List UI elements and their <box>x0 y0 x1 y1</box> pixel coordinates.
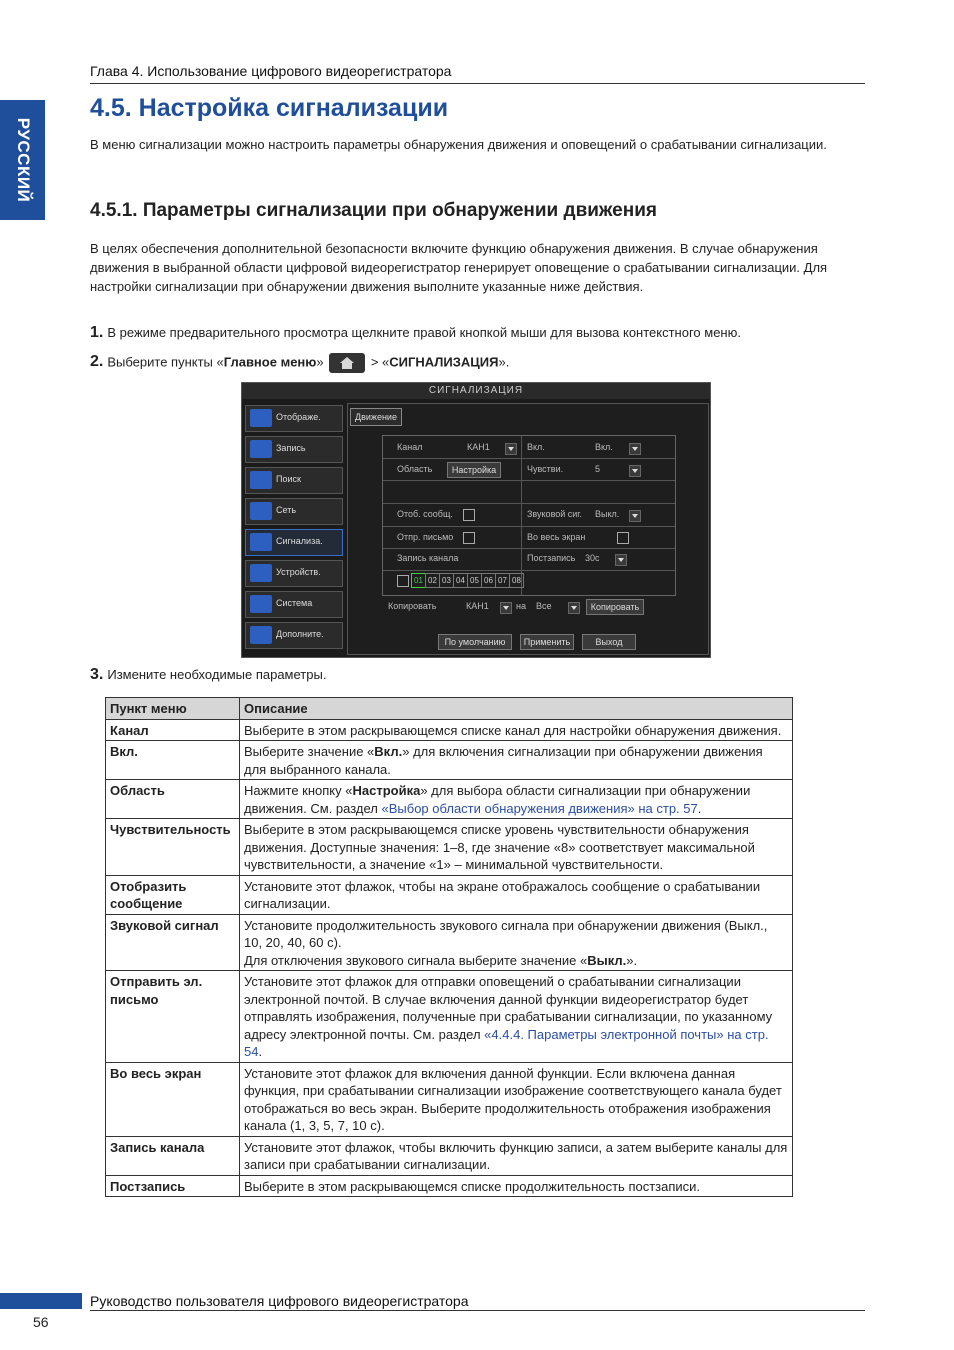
dvr-settings-grid <box>382 435 676 596</box>
grid-divider <box>383 526 675 527</box>
step-2-main-menu: Главное меню <box>223 354 317 370</box>
dvr-menu-label: Сигнализа. <box>276 536 323 546</box>
step-3-text: Измените необходимые параметры. <box>107 667 327 682</box>
dvr-menu-label: Сеть <box>276 505 297 515</box>
home-button-icon <box>329 353 365 373</box>
row-desc: Выберите в этом раскрывающемся списке канал для настройки обнаружения движения. <box>240 719 793 741</box>
desc-text: . <box>697 800 702 816</box>
grid-divider <box>383 570 675 571</box>
dvr-menu-advanced[interactable] <box>245 622 343 649</box>
chapter-header: Глава 4. Использование цифрового видеорегистратора <box>90 63 452 79</box>
grid-divider <box>521 436 522 595</box>
apply-button[interactable]: Применить <box>520 634 574 650</box>
dvr-title: СИГНАЛИЗАЦИЯ <box>242 383 710 399</box>
table-row <box>106 780 793 819</box>
row-desc <box>240 914 793 971</box>
row-desc <box>240 780 793 819</box>
dvr-panel <box>347 403 709 655</box>
desc-bold: Вкл. <box>374 744 403 759</box>
chevron-down-icon[interactable] <box>500 602 512 614</box>
postrecord-label: Постзапись <box>527 553 576 563</box>
fullscreen-label: Во весь экран <box>527 532 586 542</box>
search-icon <box>250 471 272 489</box>
step-3 <box>90 666 326 684</box>
grid-divider <box>383 503 675 504</box>
fullscreen-checkbox[interactable] <box>617 532 629 544</box>
row-term: Отобразить сообщение <box>106 875 240 914</box>
sensitivity-label: Чувстви. <box>527 464 564 474</box>
channel-select[interactable]: КАН1 <box>467 442 490 452</box>
channel-box[interactable]: 08 <box>509 573 524 588</box>
dvr-menu-label: Поиск <box>276 474 301 484</box>
row-term: Запись канала <box>106 1136 240 1175</box>
row-term: Чувствительность <box>106 819 240 876</box>
step-2-prefix: Выберите пункты « <box>107 354 224 370</box>
tools-icon <box>250 626 272 644</box>
copy-label: Копировать <box>388 601 437 611</box>
subsection-intro: В целях обеспечения дополнительной безопасности включите функцию обнаружения движения. В случае обнаружения движения в выбранной области цифровой видеорегистратор генерирует оповещение о срабатывании сигнализации. Для настройки сигнализации при обнаружении движения выполните указанные ниже действия. <box>90 241 828 294</box>
gear-icon <box>250 595 272 613</box>
show-message-checkbox[interactable] <box>463 509 475 521</box>
row-term: Область <box>106 780 240 819</box>
desc-text: Выберите значение « <box>244 744 375 759</box>
dvr-screenshot <box>241 382 711 658</box>
row-desc: Установите этот флажок, чтобы включить функцию записи, а затем выберите каналы для записи при срабатывании сигнализации. <box>240 1136 793 1175</box>
channel-box[interactable]: 02 <box>425 573 440 588</box>
enable-label: Вкл. <box>527 442 545 452</box>
table-header: Пункт меню <box>106 698 240 720</box>
row-desc: Установите этот флажок для включения данной функции. Если включена данная функция, при срабатывании сигнализации изображение соответствующего канала будет отображаться во весь экран. Выберите продолжительность отображения изображения канала (1, 3, 5, 7, 10 с). <box>240 1062 793 1136</box>
table-row <box>106 914 793 971</box>
dvr-menu-network[interactable] <box>245 498 343 525</box>
table-row <box>106 971 793 1063</box>
row-desc: Выберите в этом раскрывающемся списке продолжительность постзаписи. <box>240 1175 793 1197</box>
record-channel-checkbox[interactable] <box>397 575 409 587</box>
channel-box[interactable]: 07 <box>495 573 510 588</box>
row-desc: Выберите в этом раскрывающемся списке уровень чувствительности обнаружения движения. Доступные значения: 1–8, где значение «8» соответствует максимальной чувствительности, а значение «1» – минимальной чувствительности. <box>240 819 793 876</box>
step-2-mid: » <box>316 354 328 370</box>
channel-box[interactable]: 04 <box>453 573 468 588</box>
step-2-number: 2. <box>90 353 104 371</box>
step-1 <box>90 324 741 342</box>
copy-to-label: на <box>516 601 526 611</box>
chevron-down-icon[interactable] <box>629 465 641 477</box>
chevron-down-icon[interactable] <box>629 510 641 522</box>
footer-accent-bar <box>0 1293 82 1309</box>
dvr-menu-search[interactable] <box>245 467 343 494</box>
channel-box[interactable]: 06 <box>481 573 496 588</box>
footer-divider <box>90 1310 865 1311</box>
monitor-icon <box>250 409 272 427</box>
table-row <box>106 741 793 780</box>
dvr-menu-label: Дополните. <box>276 629 324 639</box>
default-button[interactable]: По умолчанию <box>438 634 512 650</box>
dvr-menu-alarm[interactable] <box>245 529 343 556</box>
device-icon <box>250 564 272 582</box>
language-tab-label: РУССКИЙ <box>13 117 33 203</box>
copy-button[interactable]: Копировать <box>586 599 644 615</box>
table-row <box>106 719 793 741</box>
step-1-text: В режиме предварительного просмотра щелкните правой кнопкой мыши для вызова контекстного меню. <box>107 325 741 340</box>
page-number: 56 <box>33 1314 49 1330</box>
cross-reference-link[interactable]: «4.4.4. Параметры электронной почты» на стр. 54 <box>244 1026 769 1059</box>
dvr-menu-label: Система <box>276 598 313 608</box>
email-checkbox[interactable] <box>463 532 475 544</box>
dvr-menu-record[interactable] <box>245 436 343 463</box>
desc-bold: Выкл. <box>587 952 627 968</box>
row-term: Звуковой сигнал <box>106 914 240 971</box>
chevron-down-icon[interactable] <box>505 443 517 455</box>
copy-from-select[interactable]: КАН1 <box>466 601 489 611</box>
section-title: 4.5. Настройка сигнализации <box>90 94 449 122</box>
row-term: Постзапись <box>106 1175 240 1197</box>
row-term: Вкл. <box>106 741 240 780</box>
table-row <box>106 1136 793 1175</box>
row-desc: Установите этот флажок, чтобы на экране отображалось сообщение о срабатывании сигнализации. <box>240 875 793 914</box>
table-header-row <box>106 698 793 720</box>
sensitivity-select[interactable]: 5 <box>595 464 601 474</box>
desc-text: » для выбора области сигнализации при обнаружении движения. См. раздел <box>244 783 751 816</box>
dvr-menu-display[interactable] <box>245 405 343 432</box>
chevron-down-icon[interactable] <box>629 443 641 455</box>
step-2 <box>90 353 509 373</box>
footer-title: Руководство пользователя цифрового видеорегистратора <box>90 1293 469 1309</box>
step-2-gt: > « <box>367 354 390 370</box>
desc-text: » для включения сигнализации при обнаружении движения для выбранного канала. <box>244 744 763 777</box>
table-row <box>106 1062 793 1136</box>
network-icon <box>250 502 272 520</box>
chevron-down-icon[interactable] <box>615 554 627 566</box>
step-2-alarm: СИГНАЛИЗАЦИЯ <box>389 354 499 370</box>
dvr-menu-label: Запись <box>276 443 306 453</box>
channel-box[interactable]: 01 <box>411 573 426 588</box>
desc-text: Установите этот флажок для отправки оповещений о срабатывании сигнализации электронной почтой. В случае включения данной функции видеорегистратор будет отправлять изображения, полученные при срабатывании сигнализации, по указанному адресу электронной почты. См. раздел <box>244 974 773 1042</box>
parameters-table <box>105 697 793 1197</box>
copy-to-select[interactable]: Все <box>536 601 552 611</box>
header-divider <box>90 83 865 84</box>
section-intro: В меню сигнализации можно настроить параметры обнаружения движения и оповещений о срабатывании сигнализации. <box>90 137 827 152</box>
grid-divider <box>383 458 675 459</box>
grid-divider <box>383 480 675 481</box>
buzzer-label: Звуковой сиг. <box>527 509 582 519</box>
dvr-menu-system[interactable] <box>245 591 343 618</box>
table-row <box>106 875 793 914</box>
show-message-label: Отоб. сообщ. <box>397 509 453 519</box>
desc-text: Установите продолжительность звукового сигнала при обнаружении движения (Выкл., 10, 20, 40, 60 с). <box>244 917 768 950</box>
channel-boxes <box>411 573 523 587</box>
row-term: Канал <box>106 719 240 741</box>
table-header: Описание <box>240 698 793 720</box>
buzzer-select[interactable]: Выкл. <box>595 509 620 519</box>
desc-bold: Настройка <box>352 783 421 798</box>
desc-text: . <box>258 1044 263 1059</box>
step-3-number: 3. <box>90 666 104 683</box>
area-label: Область <box>397 464 433 474</box>
desc-text: Для отключения звукового сигнала выберите значение « <box>244 952 588 968</box>
subsection-title: 4.5.1. Параметры сигнализации при обнаружении движения <box>90 200 657 221</box>
email-label: Отпр. письмо <box>397 532 454 542</box>
row-term: Во весь экран <box>106 1062 240 1136</box>
dvr-menu-label: Отображе. <box>276 412 321 422</box>
step-1-number: 1. <box>90 324 104 341</box>
chevron-down-icon[interactable] <box>568 602 580 614</box>
record-channel-label: Запись канала <box>397 553 459 563</box>
language-tab <box>0 100 45 220</box>
channel-label: Канал <box>397 442 423 452</box>
area-setup-button[interactable]: Настройка <box>447 462 501 478</box>
grid-divider <box>383 548 675 549</box>
enable-select[interactable]: Вкл. <box>595 442 613 452</box>
dvr-menu-devices[interactable] <box>245 560 343 587</box>
row-desc <box>240 741 793 780</box>
desc-text: ». <box>626 952 638 968</box>
table-row <box>106 1175 793 1197</box>
dvr-tab-motion[interactable]: Движение <box>350 408 402 426</box>
desc-text: Нажмите кнопку « <box>244 783 353 798</box>
row-desc <box>240 971 793 1063</box>
record-icon <box>250 440 272 458</box>
row-term: Отправить эл. письмо <box>106 971 240 1063</box>
channel-box[interactable]: 05 <box>467 573 482 588</box>
step-2-suffix: ». <box>498 354 510 370</box>
alarm-icon <box>250 533 272 551</box>
table-row <box>106 819 793 876</box>
postrecord-select[interactable]: 30с <box>585 553 600 563</box>
dvr-menu-label: Устройств. <box>276 567 321 577</box>
exit-button[interactable]: Выход <box>582 634 636 650</box>
cross-reference-link[interactable]: «Выбор области обнаружения движения» на стр. 57 <box>381 800 698 816</box>
channel-box[interactable]: 03 <box>439 573 454 588</box>
